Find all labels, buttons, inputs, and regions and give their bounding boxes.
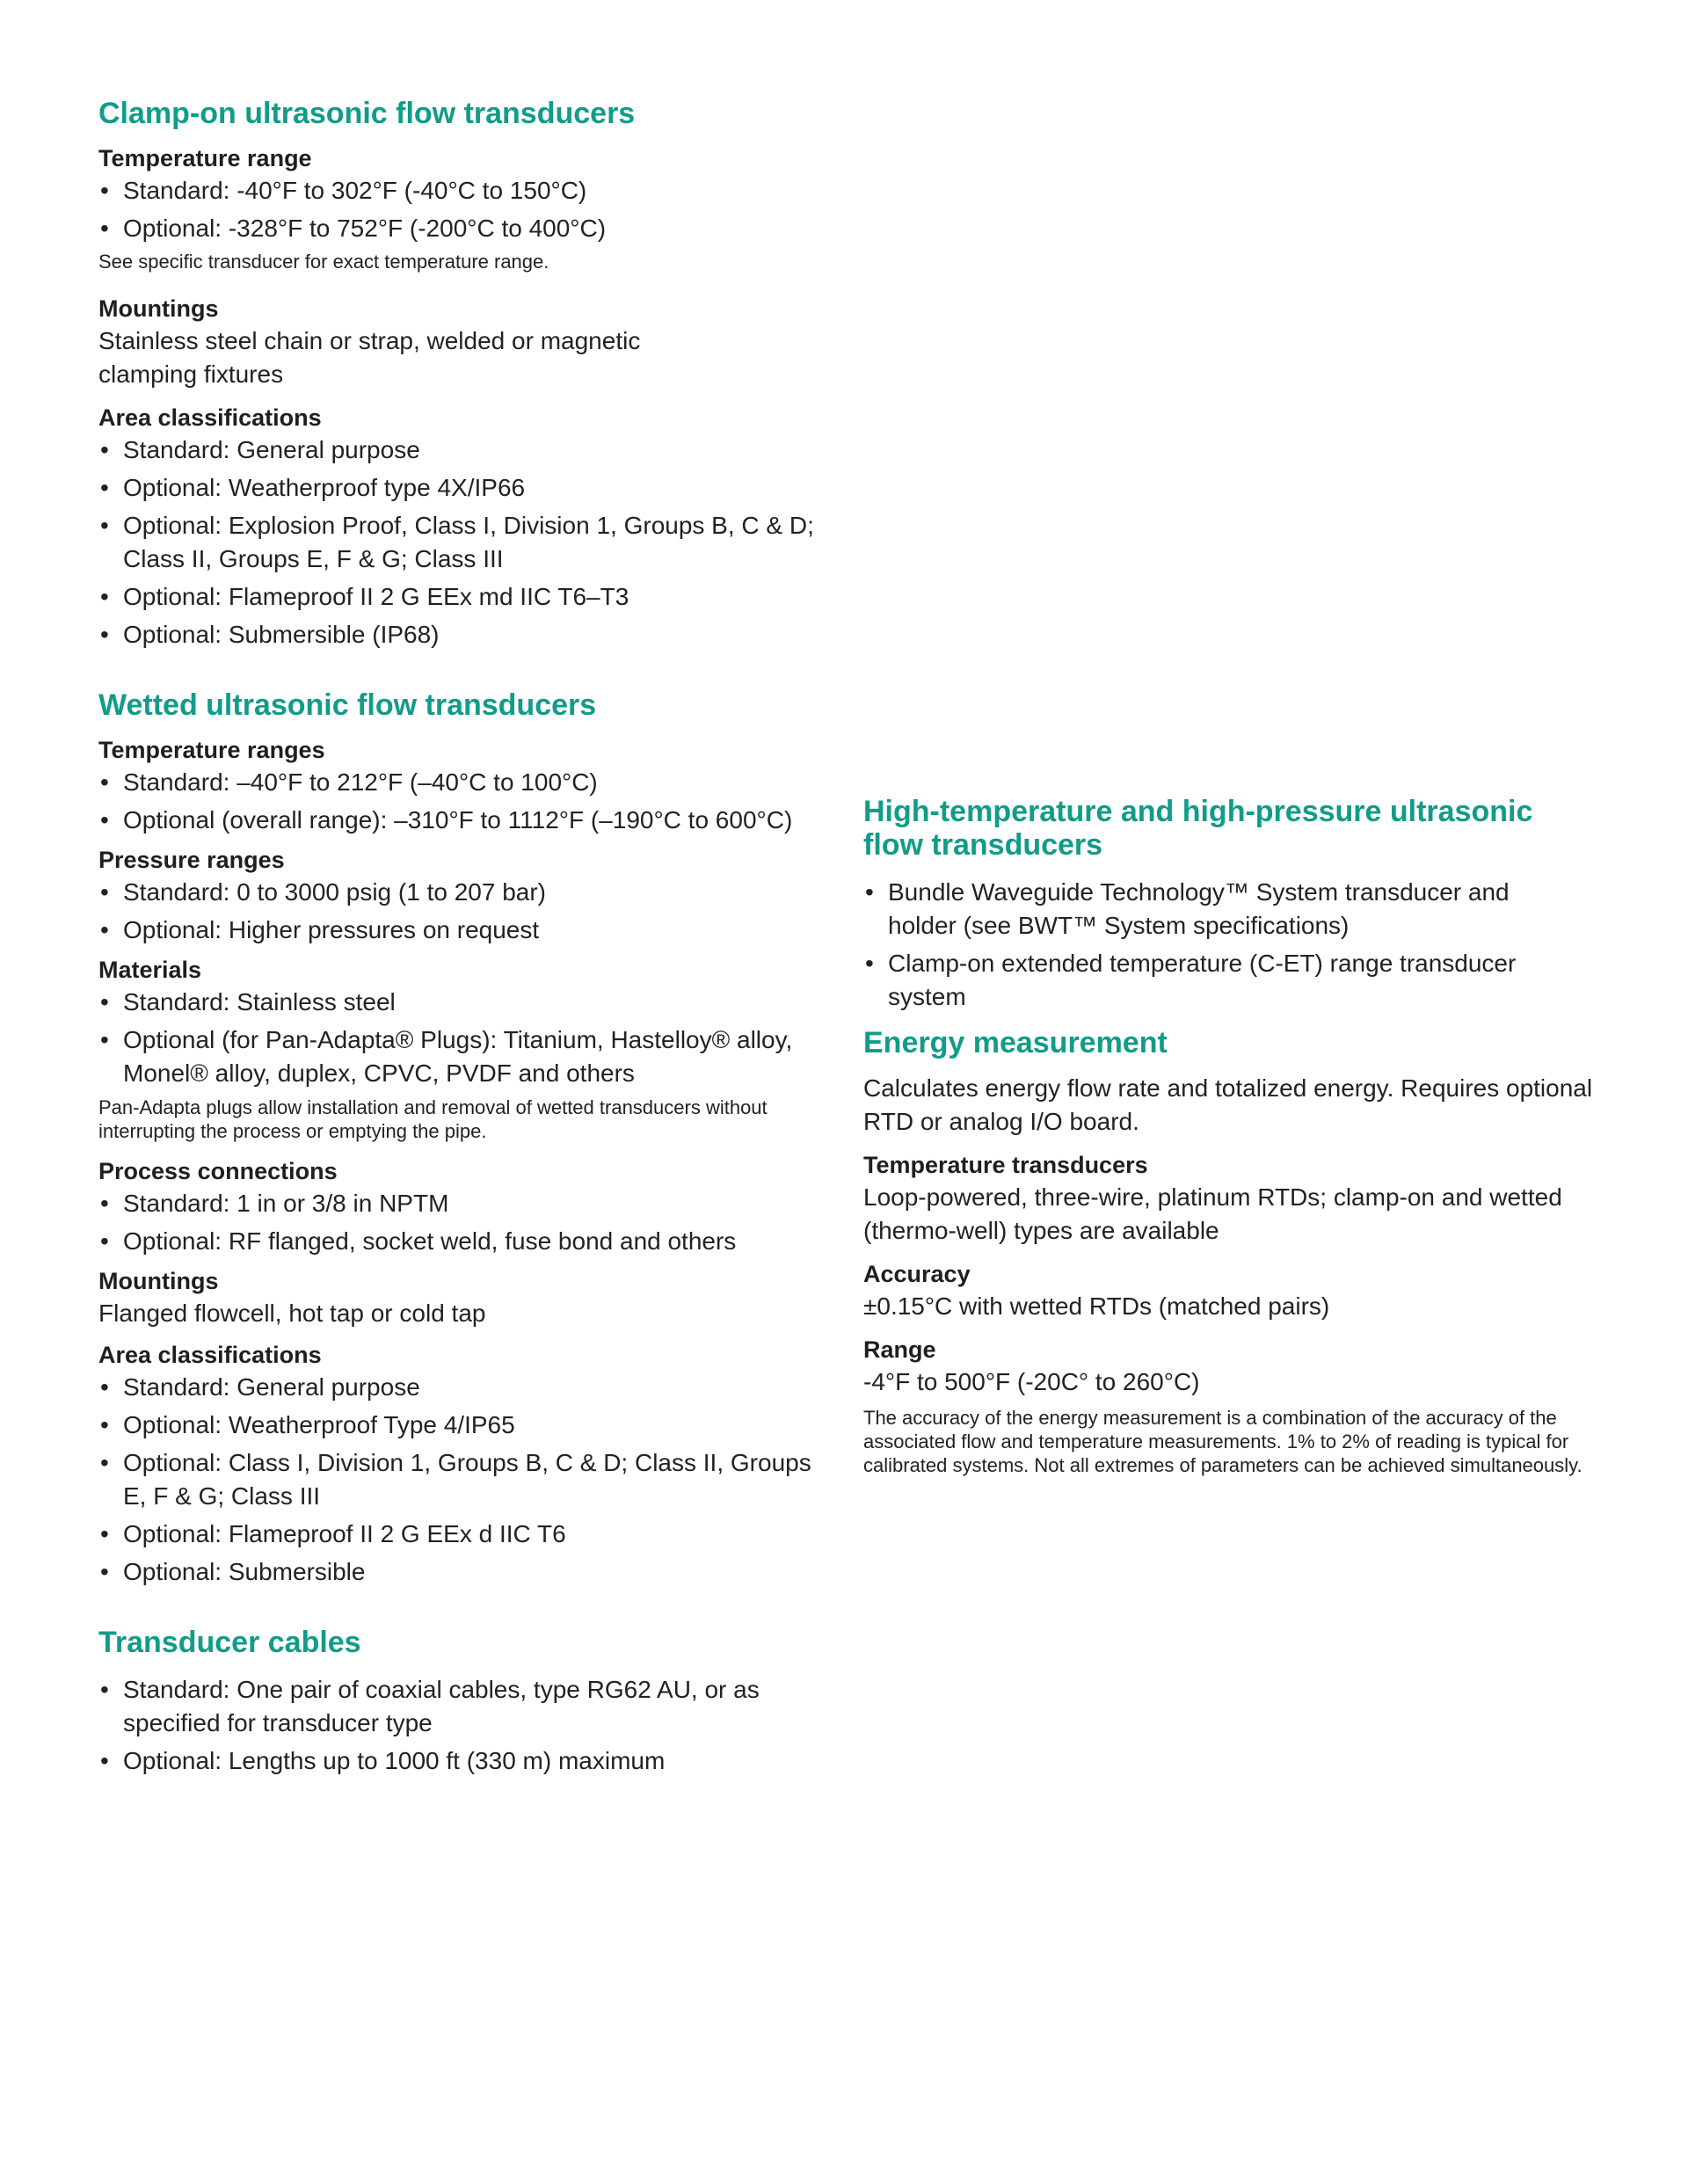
energy-range-heading: Range	[863, 1336, 936, 1363]
clamp-temp-note: See specific transducer for exact temperature range.	[98, 251, 549, 273]
list-item: • Standard: –40°F to 212°F (–40°C to 100°C)	[98, 766, 819, 799]
list-item: • Standard: One pair of coaxial cables, type RG62 AU, or as specified for transducer type	[98, 1673, 819, 1740]
list-item: • Optional: Explosion Proof, Class I, Division 1, Groups B, C & D; Class II, Groups E, F & G; Class III	[98, 509, 819, 576]
list-item: • Optional: Lengths up to 1000 ft (330 m) maximum	[98, 1744, 819, 1778]
energy-intro: Calculates energy flow rate and totalized energy. Requires optional RTD or analog I/O board.	[863, 1074, 1593, 1135]
energy-note: The accuracy of the energy measurement is a combination of the accuracy of the associated flow and temperature measurements. 1% to 2% of reading is typical for calibrated systems. Not all extremes of parameters can be achieved simultaneously.	[863, 1407, 1582, 1476]
list-item: • Standard: -40°F to 302°F (-40°C to 150°C)	[98, 174, 819, 207]
cables-title: Transducer cables	[98, 1626, 361, 1659]
wetted-temp-heading: Temperature ranges	[98, 737, 325, 763]
list-item: • Optional (overall range): –310°F to 1112°F (–190°C to 600°C)	[98, 804, 819, 837]
list-item: • Optional: -328°F to 752°F (-200°C to 400°C)	[98, 212, 819, 245]
list-item: • Bundle Waveguide Technology™ System transducer and holder (see BWT™ System specifications)	[863, 876, 1532, 943]
list-item: • Optional (for Pan-Adapta® Plugs): Titanium, Hastelloy® alloy, Monel® alloy, duplex, CPVC, PVDF and others	[98, 1023, 819, 1090]
list-item: • Optional: Weatherproof Type 4/IP65	[98, 1409, 819, 1442]
list-item: • Optional: Class I, Division 1, Groups B, C & D; Class II, Groups E, F & G; Class III	[98, 1446, 819, 1513]
wetted-pressure-heading: Pressure ranges	[98, 847, 285, 873]
wetted-area-list	[98, 1371, 819, 1589]
energy-title: Energy measurement	[863, 1026, 1168, 1059]
energy-accuracy-heading: Accuracy	[863, 1261, 971, 1287]
energy-temp-text: Loop-powered, three-wire, platinum RTDs; clamp-on and wetted (thermo-well) types are available	[863, 1183, 1562, 1244]
list-item: • Optional: Submersible (IP68)	[98, 618, 819, 652]
wetted-process-heading: Process connections	[98, 1158, 338, 1184]
cables-list	[98, 1673, 819, 1778]
wetted-process-list	[98, 1187, 819, 1258]
energy-temp-heading: Temperature transducers	[863, 1152, 1148, 1178]
wetted-pressure-list	[98, 876, 819, 947]
wetted-materials-heading: Materials	[98, 957, 202, 983]
left-column	[98, 97, 819, 1782]
high-temp-title: High-temperature and high-pressure ultrasonic flow transducers	[863, 795, 1533, 862]
clamp-on-title: Clamp-on ultrasonic flow transducers	[98, 97, 636, 130]
clamp-area-list	[98, 433, 819, 652]
list-item: • Standard: General purpose	[98, 433, 819, 467]
clamp-area-heading: Area classifications	[98, 404, 322, 431]
clamp-mountings-text: Stainless steel chain or strap, welded or magnetic clamping fixtures	[98, 327, 641, 388]
list-item: • Optional: Submersible	[98, 1555, 819, 1589]
energy-accuracy-text: ±0.15°C with wetted RTDs (matched pairs)	[863, 1292, 1330, 1320]
wetted-temp-list	[98, 766, 819, 837]
list-item: • Optional: RF flanged, socket weld, fuse bond and others	[98, 1225, 819, 1258]
list-item: • Optional: Higher pressures on request	[98, 914, 819, 947]
list-item: • Clamp-on extended temperature (C-ET) range transducer system	[863, 947, 1532, 1014]
wetted-mountings-heading: Mountings	[98, 1268, 219, 1294]
clamp-temp-list	[98, 174, 819, 245]
list-item: • Optional: Flameproof II 2 G EEx d IIC T6	[98, 1518, 819, 1551]
list-item: • Standard: 0 to 3000 psig (1 to 207 bar)	[98, 876, 819, 909]
wetted-materials-list	[98, 986, 819, 1090]
high-temp-list	[863, 876, 1532, 1014]
wetted-area-heading: Area classifications	[98, 1342, 322, 1368]
list-item: • Standard: General purpose	[98, 1371, 819, 1404]
clamp-temp-heading: Temperature range	[98, 145, 312, 171]
list-item: • Standard: 1 in or 3/8 in NPTM	[98, 1187, 819, 1220]
energy-range-text: -4°F to 500°F (-20C° to 260°C)	[863, 1368, 1200, 1395]
wetted-materials-note: Pan-Adapta plugs allow installation and removal of wetted transducers without interrupting the process or emptying the pipe.	[98, 1096, 768, 1142]
wetted-title: Wetted ultrasonic flow transducers	[98, 688, 597, 722]
right-column	[863, 795, 1593, 1477]
clamp-mountings-heading: Mountings	[98, 295, 219, 322]
list-item: • Standard: Stainless steel	[98, 986, 819, 1019]
list-item: • Optional: Weatherproof type 4X/IP66	[98, 471, 819, 505]
wetted-mountings-text: Flanged flowcell, hot tap or cold tap	[98, 1299, 486, 1327]
list-item: • Optional: Flameproof II 2 G EEx md IIC T6–T3	[98, 580, 819, 614]
